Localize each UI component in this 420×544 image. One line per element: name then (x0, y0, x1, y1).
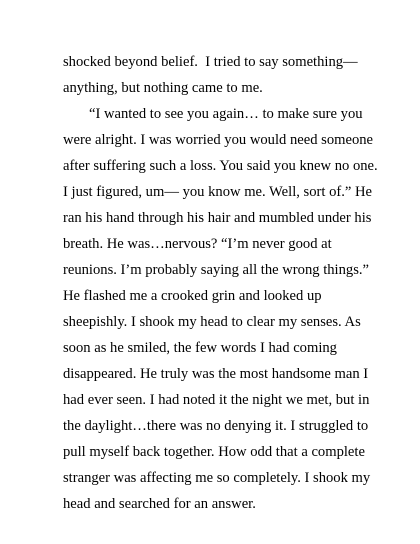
paragraph-first-line: “I wanted to see you again… to make sure you (89, 106, 363, 122)
text-line: the daylight…there was no denying it. I struggled to (63, 418, 369, 434)
text-line: breath. He was…nervous? “I’m never good at (63, 236, 332, 252)
text-line: He flashed me a crooked grin and looked up (63, 288, 322, 304)
text-line: were alright. I was worried you would need someone (63, 132, 374, 148)
text-line: disappeared. He truly was the most handsome man I (63, 366, 369, 382)
text-line: ran his hand through his hair and mumbled under his (63, 210, 372, 226)
page-text (63, 49, 378, 517)
text-line: shocked beyond belief. I tried to say something— (63, 54, 358, 70)
text-line: pull myself back together. How odd that a complete (63, 444, 365, 460)
text-line: soon as he smiled, the few words I had coming (63, 340, 337, 356)
text-line: reunions. I’m probably saying all the wrong things.” (63, 262, 370, 278)
text-line: head and searched for an answer. (63, 496, 256, 512)
text-line: anything, but nothing came to me. (63, 80, 263, 96)
text-line: I just figured, um— you know me. Well, sort of.” He (63, 184, 373, 200)
text-line: stranger was affecting me so completely. I shook my (63, 470, 371, 486)
text-line: after suffering such a loss. You said you knew no one. (63, 158, 378, 174)
text-line: had ever seen. I had noted it the night we met, but in (63, 392, 370, 408)
text-line: sheepishly. I shook my head to clear my senses. As (63, 314, 361, 330)
